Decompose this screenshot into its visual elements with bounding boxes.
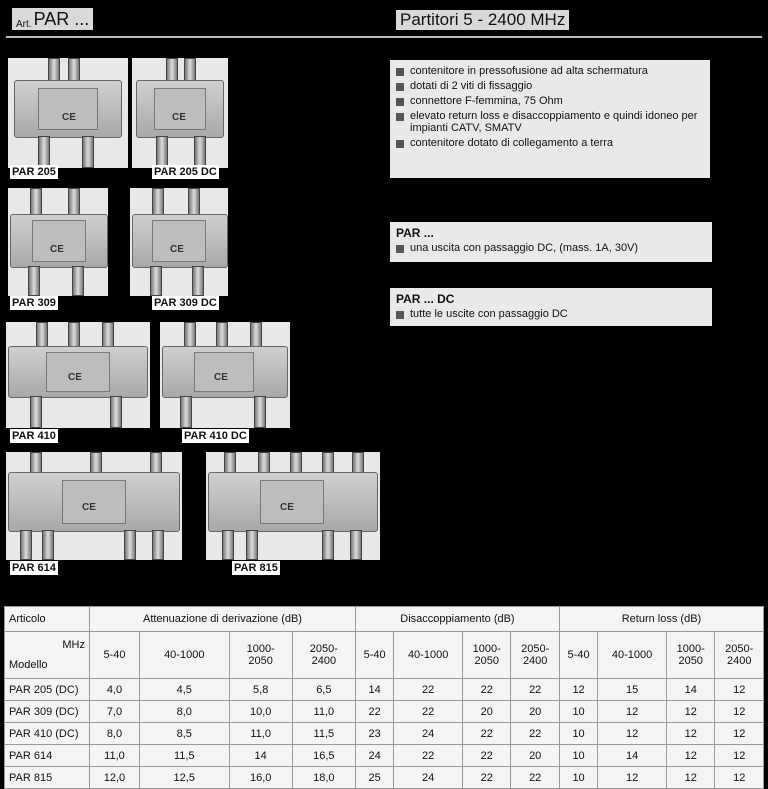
bullet-icon — [396, 68, 404, 76]
table-cell: 12 — [715, 701, 764, 723]
product-label: PAR 205 — [12, 166, 56, 178]
table-cell: PAR 410 (DC) — [5, 723, 90, 745]
table-cell: PAR 205 (DC) — [5, 679, 90, 701]
table-cell: 12 — [598, 723, 667, 745]
feature-text: connettore F-femmina, 75 Ohm — [410, 95, 563, 107]
table-cell: 14 — [598, 745, 667, 767]
par-dc-box — [390, 288, 712, 326]
table-cell: 22 — [394, 701, 463, 723]
table-cell: 22 — [511, 767, 559, 789]
table-cell: 4,5 — [139, 679, 229, 701]
product-image-par-614 — [6, 452, 182, 560]
bullet-icon — [396, 140, 404, 148]
table-cell: 12 — [666, 745, 714, 767]
table-cell: 14 — [229, 745, 292, 767]
par-dc-box-text: tutte le uscite con passaggio DC — [410, 308, 568, 320]
article-prefix: Art. — [16, 19, 32, 30]
table-cell: 7,0 — [90, 701, 140, 723]
table-band-row — [5, 632, 764, 679]
par-box-title: PAR ... — [396, 226, 434, 240]
feature-item — [390, 80, 710, 92]
product-label: PAR 309 DC — [154, 297, 217, 309]
table-header-row — [5, 607, 764, 632]
table-cell: 8,0 — [139, 701, 229, 723]
bullet-icon — [396, 245, 404, 253]
product-label: PAR 309 — [12, 297, 56, 309]
table-cell: 12 — [715, 679, 764, 701]
page-title: Partitori 5 - 2400 MHz — [396, 10, 569, 30]
table-cell: 12 — [666, 701, 714, 723]
product-label: PAR 410 — [12, 430, 56, 442]
table-cell: 8,0 — [90, 723, 140, 745]
band-header: 5-40 — [559, 632, 597, 679]
table-cell: 10,0 — [229, 701, 292, 723]
table-cell: 12 — [598, 767, 667, 789]
table-cell: 11,0 — [292, 701, 355, 723]
feature-text: dotati di 2 viti di fissaggio — [410, 80, 533, 92]
article-code-badge — [12, 8, 93, 30]
table-cell: 14 — [355, 679, 393, 701]
par-box — [390, 222, 712, 262]
par-dc-box-title: PAR ... DC — [396, 292, 455, 306]
table-cell: 22 — [463, 767, 511, 789]
product-label: PAR 815 — [234, 562, 278, 574]
col-articolo: Articolo — [5, 607, 90, 632]
table-cell: 20 — [511, 745, 559, 767]
product-image-par-410 — [6, 322, 150, 428]
table-cell: 22 — [511, 679, 559, 701]
product-label: PAR 205 DC — [154, 166, 217, 178]
table-cell: 22 — [463, 723, 511, 745]
table-cell: 12 — [666, 767, 714, 789]
ce-mark: CE — [280, 502, 294, 513]
table-row — [5, 679, 764, 701]
table-cell: 11,0 — [229, 723, 292, 745]
feature-text: contenitore in pressofusione ad alta schermatura — [410, 65, 648, 77]
table-cell: 12 — [715, 745, 764, 767]
product-image-par-205 — [8, 58, 128, 168]
table-cell: 22 — [394, 679, 463, 701]
band-header: 5-40 — [90, 632, 140, 679]
product-image-par-309 — [8, 188, 108, 296]
table-cell: 5,8 — [229, 679, 292, 701]
band-header: 40-1000 — [598, 632, 667, 679]
table-cell: 8,5 — [139, 723, 229, 745]
band-header: 1000- 2050 — [229, 632, 292, 679]
feature-item — [390, 137, 710, 149]
table-cell: 16,0 — [229, 767, 292, 789]
features-panel — [390, 60, 710, 178]
table-row — [5, 767, 764, 789]
table-cell: PAR 309 (DC) — [5, 701, 90, 723]
feature-text: elevato return loss e disaccoppiamento e quindi idoneo per impianti CATV, SMATV — [410, 110, 698, 134]
table-cell: 12 — [666, 723, 714, 745]
ce-mark: CE — [68, 372, 82, 383]
feature-item — [390, 65, 710, 77]
feature-item — [390, 110, 710, 134]
table-cell: 10 — [559, 723, 597, 745]
ce-mark: CE — [82, 502, 96, 513]
table-cell: 22 — [355, 701, 393, 723]
ce-mark: CE — [50, 244, 64, 255]
table-cell: PAR 614 — [5, 745, 90, 767]
table-cell: 23 — [355, 723, 393, 745]
bullet-icon — [396, 83, 404, 91]
table-cell: 12 — [715, 767, 764, 789]
table-cell: 16,5 — [292, 745, 355, 767]
par-box-text: una uscita con passaggio DC, (mass. 1A, 30V) — [410, 242, 639, 254]
group-attenuazione: Attenuazione di derivazione (dB) — [90, 607, 356, 632]
table-cell: 12 — [559, 679, 597, 701]
product-label: PAR 614 — [12, 562, 56, 574]
group-return-loss: Return loss (dB) — [559, 607, 763, 632]
article-code: PAR ... — [33, 9, 90, 29]
band-header: 1000- 2050 — [463, 632, 511, 679]
product-image-par-205-dc — [132, 58, 228, 168]
table-cell: 11,5 — [139, 745, 229, 767]
table-cell: 24 — [394, 723, 463, 745]
band-header: 2050- 2400 — [292, 632, 355, 679]
band-header: 40-1000 — [394, 632, 463, 679]
product-image-par-815 — [206, 452, 380, 560]
table-cell: 14 — [666, 679, 714, 701]
table-cell: 10 — [559, 767, 597, 789]
table-cell: 18,0 — [292, 767, 355, 789]
bullet-icon — [396, 113, 404, 121]
table-row — [5, 745, 764, 767]
table-cell: 12,0 — [90, 767, 140, 789]
table-cell: 25 — [355, 767, 393, 789]
table-cell: 22 — [394, 745, 463, 767]
table-cell: 10 — [559, 745, 597, 767]
product-label: PAR 410 DC — [184, 430, 247, 442]
bullet-icon — [396, 98, 404, 106]
feature-item — [390, 95, 710, 107]
feature-text: contenitore dotato di collegamento a terra — [410, 137, 614, 149]
table-cell: 12,5 — [139, 767, 229, 789]
product-image-par-309-dc — [130, 188, 228, 296]
band-header: 2050- 2400 — [511, 632, 559, 679]
table-cell: 20 — [511, 701, 559, 723]
table-row — [5, 701, 764, 723]
band-header: 5-40 — [355, 632, 393, 679]
band-header: 2050- 2400 — [715, 632, 764, 679]
table-cell: 11,0 — [90, 745, 140, 767]
table-cell: 20 — [463, 701, 511, 723]
mhz-label: MHz — [62, 639, 85, 651]
group-disaccoppiamento: Disaccoppiamento (dB) — [355, 607, 559, 632]
ce-mark: CE — [214, 372, 228, 383]
band-header: 40-1000 — [139, 632, 229, 679]
bullet-icon — [396, 311, 404, 319]
table-cell: 6,5 — [292, 679, 355, 701]
table-cell: 4,0 — [90, 679, 140, 701]
mhz-modello-cell — [5, 632, 90, 679]
table-cell: 15 — [598, 679, 667, 701]
table-cell: 10 — [559, 701, 597, 723]
specs-table — [4, 606, 764, 789]
modello-label: Modello — [9, 659, 48, 671]
table-cell: 11,5 — [292, 723, 355, 745]
band-header: 1000- 2050 — [666, 632, 714, 679]
header-divider — [6, 36, 762, 38]
table-row — [5, 723, 764, 745]
table-cell: 24 — [394, 767, 463, 789]
table-cell: PAR 815 — [5, 767, 90, 789]
ce-mark: CE — [170, 244, 184, 255]
product-image-par-410-dc — [160, 322, 290, 428]
table-cell: 22 — [511, 723, 559, 745]
table-cell: 22 — [463, 679, 511, 701]
ce-mark: CE — [172, 112, 186, 123]
table-cell: 12 — [715, 723, 764, 745]
table-cell: 24 — [355, 745, 393, 767]
table-cell: 12 — [598, 701, 667, 723]
table-cell: 22 — [463, 745, 511, 767]
ce-mark: CE — [62, 112, 76, 123]
